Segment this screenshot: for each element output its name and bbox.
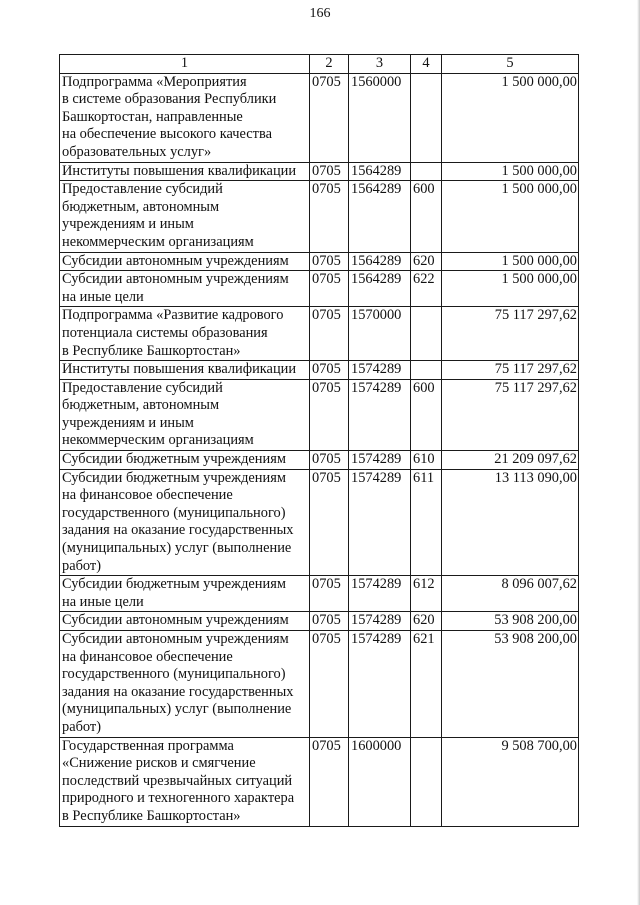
cell-name: Субсидии автономным учреждениям (60, 252, 310, 271)
cell-amount: 13 113 090,00 (442, 469, 579, 576)
cell-type (411, 737, 442, 826)
cell-name: Субсидии автономным учреждениям на иные цели (60, 271, 310, 307)
cell-type: 610 (411, 451, 442, 470)
cell-article: 1574289 (349, 576, 411, 612)
cell-type: 611 (411, 469, 442, 576)
cell-section: 0705 (310, 576, 349, 612)
header-row (60, 55, 579, 74)
cell-type (411, 162, 442, 181)
cell-type: 622 (411, 271, 442, 307)
table-row (60, 162, 579, 181)
header-col-4: 4 (411, 55, 442, 74)
cell-type (411, 307, 442, 361)
table-row (60, 181, 579, 252)
header-col-3: 3 (349, 55, 411, 74)
header-col-2: 2 (310, 55, 349, 74)
page-number: 166 (309, 6, 331, 21)
cell-amount: 1 500 000,00 (442, 271, 579, 307)
cell-type: 600 (411, 181, 442, 252)
cell-name: Подпрограмма «Развитие кадрового потенциала системы образования в Республике Башкортостан» (60, 307, 310, 361)
cell-amount: 75 117 297,62 (442, 361, 579, 380)
header-col-1: 1 (60, 55, 310, 74)
cell-section: 0705 (310, 631, 349, 738)
table-row (60, 469, 579, 576)
cell-type (411, 361, 442, 380)
cell-amount: 53 908 200,00 (442, 612, 579, 631)
table-row (60, 451, 579, 470)
budget-table (59, 54, 579, 827)
cell-name: Предоставление субсидий бюджетным, автономным учреждениям и иным некоммерческим организациям (60, 181, 310, 252)
cell-amount: 1 500 000,00 (442, 73, 579, 162)
table-header (60, 55, 579, 74)
table-row (60, 307, 579, 361)
header-col-5: 5 (442, 55, 579, 74)
table-row (60, 252, 579, 271)
cell-section: 0705 (310, 181, 349, 252)
cell-type (411, 73, 442, 162)
table-body (60, 73, 579, 826)
cell-article: 1570000 (349, 307, 411, 361)
cell-section: 0705 (310, 737, 349, 826)
cell-amount: 8 096 007,62 (442, 576, 579, 612)
cell-article: 1574289 (349, 451, 411, 470)
cell-section: 0705 (310, 451, 349, 470)
cell-amount: 1 500 000,00 (442, 181, 579, 252)
cell-article: 1574289 (349, 469, 411, 576)
cell-article: 1560000 (349, 73, 411, 162)
cell-amount: 75 117 297,62 (442, 379, 579, 450)
cell-amount: 21 209 097,62 (442, 451, 579, 470)
table-row (60, 737, 579, 826)
cell-name: Субсидии бюджетным учреждениям (60, 451, 310, 470)
cell-type: 620 (411, 252, 442, 271)
cell-name: Субсидии автономным учреждениям на финансовое обеспечение государственного (муниципального) задания на оказание государственных (муниципальных) услуг (выполнение работ) (60, 631, 310, 738)
cell-type: 600 (411, 379, 442, 450)
cell-name: Подпрограмма «Мероприятия в системе образования Республики Башкортостан, направленные на обеспечение высокого качества образовательных услуг» (60, 73, 310, 162)
cell-type: 612 (411, 576, 442, 612)
cell-section: 0705 (310, 469, 349, 576)
cell-article: 1574289 (349, 631, 411, 738)
cell-article: 1564289 (349, 162, 411, 181)
table-row (60, 379, 579, 450)
cell-amount: 1 500 000,00 (442, 252, 579, 271)
cell-article: 1574289 (349, 612, 411, 631)
cell-name: Предоставление субсидий бюджетным, автономным учреждениям и иным некоммерческим организациям (60, 379, 310, 450)
cell-type: 621 (411, 631, 442, 738)
cell-article: 1600000 (349, 737, 411, 826)
table-row (60, 271, 579, 307)
cell-section: 0705 (310, 162, 349, 181)
cell-article: 1564289 (349, 252, 411, 271)
cell-amount: 9 508 700,00 (442, 737, 579, 826)
cell-section: 0705 (310, 361, 349, 380)
cell-name: Субсидии автономным учреждениям (60, 612, 310, 631)
table-row (60, 612, 579, 631)
table-row (60, 576, 579, 612)
cell-name: Субсидии бюджетным учреждениям на иные цели (60, 576, 310, 612)
cell-section: 0705 (310, 307, 349, 361)
cell-type: 620 (411, 612, 442, 631)
cell-amount: 75 117 297,62 (442, 307, 579, 361)
cell-section: 0705 (310, 612, 349, 631)
table-row (60, 631, 579, 738)
cell-name: Субсидии бюджетным учреждениям на финансовое обеспечение государственного (муниципального) задания на оказание государственных (муниципальных) услуг (выполнение работ) (60, 469, 310, 576)
cell-section: 0705 (310, 271, 349, 307)
table-row (60, 73, 579, 162)
cell-name: Институты повышения квалификации (60, 162, 310, 181)
cell-article: 1564289 (349, 181, 411, 252)
cell-section: 0705 (310, 252, 349, 271)
cell-amount: 53 908 200,00 (442, 631, 579, 738)
cell-section: 0705 (310, 73, 349, 162)
cell-article: 1574289 (349, 361, 411, 380)
cell-name: Институты повышения квалификации (60, 361, 310, 380)
cell-section: 0705 (310, 379, 349, 450)
table-row (60, 361, 579, 380)
cell-article: 1564289 (349, 271, 411, 307)
cell-amount: 1 500 000,00 (442, 162, 579, 181)
cell-name: Государственная программа «Снижение рисков и смягчение последствий чрезвычайных ситуаций природного и техногенного характера в Республике Башкортостан» (60, 737, 310, 826)
cell-article: 1574289 (349, 379, 411, 450)
